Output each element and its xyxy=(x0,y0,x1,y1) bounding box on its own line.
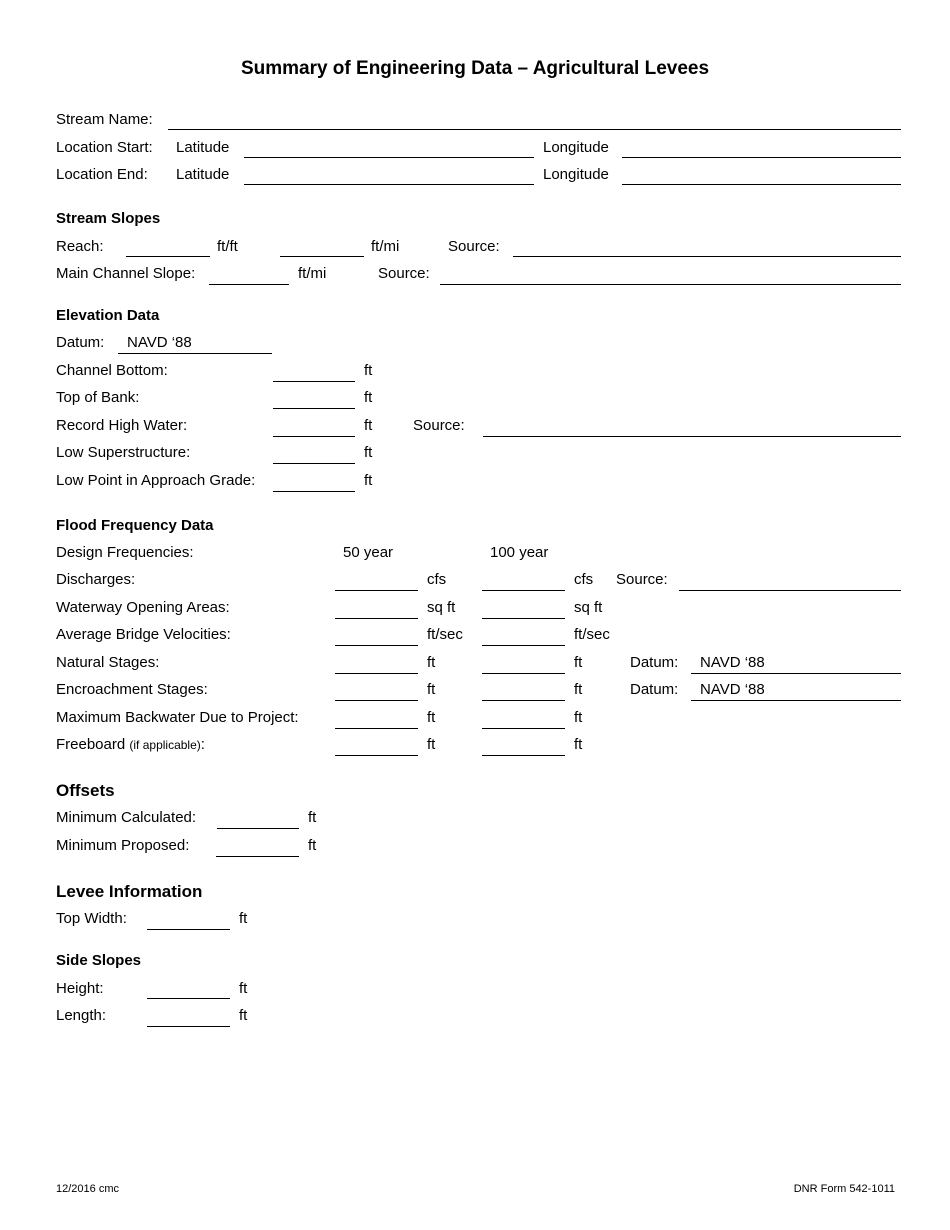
bridge-velocities-label: Average Bridge Velocities: xyxy=(56,626,231,643)
flood-frequency-heading: Flood Frequency Data xyxy=(56,517,214,534)
min-calculated-label: Minimum Calculated: xyxy=(56,809,197,826)
reach-ftmi-unit: ft/mi xyxy=(371,238,400,255)
footer-date: 12/2016 cmc xyxy=(56,1183,119,1195)
natural-stages-50-unit: ft xyxy=(427,654,436,671)
channel-bottom-field[interactable] xyxy=(273,381,355,382)
discharges-100-unit: cfs xyxy=(574,571,594,588)
encroachment-stages-datum-value: NAVD ‘88 xyxy=(700,681,765,698)
natural-stages-100-field[interactable] xyxy=(482,673,565,674)
natural-stages-datum-label: Datum: xyxy=(630,654,679,671)
min-calculated-field[interactable] xyxy=(217,828,299,829)
location-end-longitude-label: Longitude xyxy=(543,166,609,183)
bridge-velocities-50-unit: ft/sec xyxy=(427,626,463,643)
record-high-water-source-field[interactable] xyxy=(483,436,901,437)
record-high-water-field[interactable] xyxy=(273,436,355,437)
discharges-50-field[interactable] xyxy=(335,590,418,591)
main-channel-source-field[interactable] xyxy=(440,284,901,285)
low-point-approach-field[interactable] xyxy=(273,491,355,492)
design-frequencies-label: Design Frequencies: xyxy=(56,544,194,561)
reach-source-label: Source: xyxy=(448,238,500,255)
reach-ftmi-field[interactable] xyxy=(280,256,364,257)
location-start-longitude-label: Longitude xyxy=(543,139,609,156)
bridge-velocities-50-field[interactable] xyxy=(335,645,418,646)
top-width-unit: ft xyxy=(239,910,248,927)
bridge-velocities-100-field[interactable] xyxy=(482,645,565,646)
main-channel-slope-label: Main Channel Slope: xyxy=(56,265,196,282)
waterway-opening-100-unit: sq ft xyxy=(574,599,603,616)
location-end-latitude-label: Latitude xyxy=(176,166,230,183)
discharges-100-field[interactable] xyxy=(482,590,565,591)
max-backwater-50-unit: ft xyxy=(427,709,436,726)
freeboard-50-unit: ft xyxy=(427,736,436,753)
discharges-source-field[interactable] xyxy=(679,590,901,591)
footer-form-number: DNR Form 542-1011 xyxy=(793,1183,895,1195)
encroachment-stages-50-field[interactable] xyxy=(335,700,418,701)
min-proposed-unit: ft xyxy=(308,837,317,854)
max-backwater-100-unit: ft xyxy=(574,709,583,726)
freeboard-100-unit: ft xyxy=(574,736,583,753)
freeboard-100-field[interactable] xyxy=(482,755,565,756)
encroachment-stages-datum-label: Datum: xyxy=(630,681,679,698)
elevation-datum-field[interactable] xyxy=(118,353,272,354)
record-high-water-source-label: Source: xyxy=(413,417,465,434)
freeboard-label: Freeboard xyxy=(56,736,126,753)
side-slopes-heading: Side Slopes xyxy=(56,952,142,969)
form-title: Summary of Engineering Data – Agricultural Levees xyxy=(240,58,710,79)
location-start-longitude-field[interactable] xyxy=(622,157,901,158)
side-slope-length-unit: ft xyxy=(239,1007,248,1024)
waterway-opening-100-field[interactable] xyxy=(482,618,565,619)
year-100-label: 100 year xyxy=(490,544,549,561)
location-start-latitude-field[interactable] xyxy=(244,157,534,158)
min-calculated-unit: ft xyxy=(308,809,317,826)
min-proposed-field[interactable] xyxy=(216,856,299,857)
top-of-bank-label: Top of Bank: xyxy=(56,389,140,406)
elevation-data-heading: Elevation Data xyxy=(56,307,160,324)
natural-stages-label: Natural Stages: xyxy=(56,654,160,671)
main-channel-source-label: Source: xyxy=(378,265,430,282)
location-start-latitude-label: Latitude xyxy=(176,139,230,156)
freeboard-label-group xyxy=(56,736,205,754)
offsets-heading: Offsets xyxy=(56,781,115,800)
top-width-field[interactable] xyxy=(147,929,230,930)
stream-name-label: Stream Name: xyxy=(56,111,153,128)
discharges-source-label: Source: xyxy=(616,571,668,588)
waterway-opening-50-field[interactable] xyxy=(335,618,418,619)
channel-bottom-unit: ft xyxy=(364,362,373,379)
encroachment-stages-label: Encroachment Stages: xyxy=(56,681,208,698)
natural-stages-datum-field[interactable] xyxy=(691,673,901,674)
freeboard-colon: : xyxy=(200,736,205,753)
year-50-label: 50 year xyxy=(343,544,394,561)
record-high-water-unit: ft xyxy=(364,417,373,434)
low-point-approach-label: Low Point in Approach Grade: xyxy=(56,472,256,489)
side-slope-height-field[interactable] xyxy=(147,998,230,999)
side-slope-length-field[interactable] xyxy=(147,1026,230,1027)
low-point-approach-unit: ft xyxy=(364,472,373,489)
encroachment-stages-datum-field[interactable] xyxy=(691,700,901,701)
top-width-label: Top Width: xyxy=(56,910,127,927)
discharges-label: Discharges: xyxy=(56,571,136,588)
location-end-label: Location End: xyxy=(56,166,148,183)
reach-ftft-field[interactable] xyxy=(126,256,210,257)
waterway-opening-50-unit: sq ft xyxy=(427,599,456,616)
freeboard-50-field[interactable] xyxy=(335,755,418,756)
low-superstructure-label: Low Superstructure: xyxy=(56,444,191,461)
low-superstructure-field[interactable] xyxy=(273,463,355,464)
max-backwater-50-field[interactable] xyxy=(335,728,418,729)
stream-name-field[interactable] xyxy=(168,129,901,130)
top-of-bank-unit: ft xyxy=(364,389,373,406)
record-high-water-label: Record High Water: xyxy=(56,417,188,434)
bridge-velocities-100-unit: ft/sec xyxy=(574,626,610,643)
location-start-label: Location Start: xyxy=(56,139,153,156)
max-backwater-100-field[interactable] xyxy=(482,728,565,729)
main-channel-slope-unit: ft/mi xyxy=(298,265,327,282)
main-channel-slope-field[interactable] xyxy=(209,284,289,285)
side-slope-height-unit: ft xyxy=(239,980,248,997)
reach-ftft-unit: ft/ft xyxy=(217,238,238,255)
channel-bottom-label: Channel Bottom: xyxy=(56,362,168,379)
elevation-datum-value: NAVD ‘88 xyxy=(127,334,192,351)
elevation-datum-label: Datum: xyxy=(56,334,105,351)
reach-source-field[interactable] xyxy=(513,256,901,257)
stream-slopes-heading: Stream Slopes xyxy=(56,210,161,227)
natural-stages-50-field[interactable] xyxy=(335,673,418,674)
encroachment-stages-100-field[interactable] xyxy=(482,700,565,701)
encroachment-stages-100-unit: ft xyxy=(574,681,583,698)
natural-stages-100-unit: ft xyxy=(574,654,583,671)
freeboard-note: (if applicable) xyxy=(129,738,201,752)
max-backwater-label: Maximum Backwater Due to Project: xyxy=(56,709,299,726)
encroachment-stages-50-unit: ft xyxy=(427,681,436,698)
top-of-bank-field[interactable] xyxy=(273,408,355,409)
low-superstructure-unit: ft xyxy=(364,444,373,461)
side-slope-length-label: Length: xyxy=(56,1007,107,1024)
min-proposed-label: Minimum Proposed: xyxy=(56,837,190,854)
location-end-longitude-field[interactable] xyxy=(622,184,901,185)
location-end-latitude-field[interactable] xyxy=(244,184,534,185)
reach-label: Reach: xyxy=(56,238,104,255)
levee-information-heading: Levee Information xyxy=(56,882,203,901)
natural-stages-datum-value: NAVD ‘88 xyxy=(700,654,765,671)
discharges-50-unit: cfs xyxy=(427,571,447,588)
waterway-opening-label: Waterway Opening Areas: xyxy=(56,599,230,616)
side-slope-height-label: Height: xyxy=(56,980,104,997)
